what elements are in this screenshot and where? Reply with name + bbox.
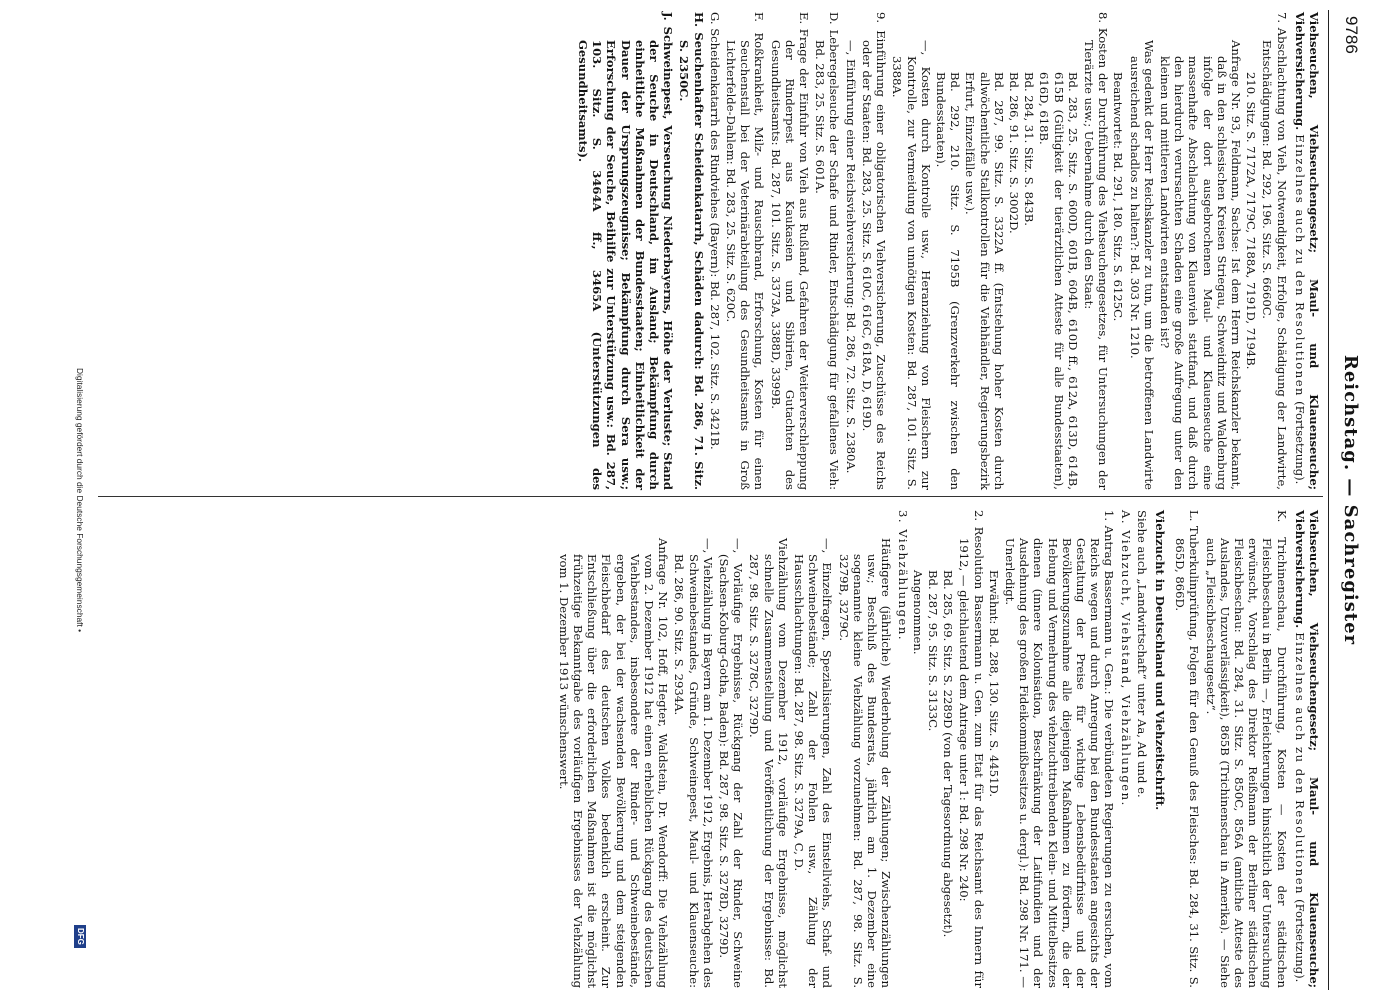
dfg-logo: DFG	[74, 925, 86, 948]
index-reference: Bd. 285, 69. Sitz. S. 2289D (von der Tagesordnung abgesetzt).	[941, 570, 956, 938]
section-heading	[1293, 510, 1321, 988]
index-entry: —, Viehzählung in Bayern am 1. Dezember 1912, Ergebnis, Herabgehen des Schweinebestandes, Gründe, Schweinepest, Maul- und Klauenseuche: Bd. 286, 90. Sitz. S. 2934A.	[672, 538, 715, 988]
index-entry: 8. Kosten der Durchführung des Viehseuchengesetzes, für Untersuchungen der Tierärzte usw.; Uebernahme durch den Staat:	[1081, 12, 1111, 490]
index-entry: D. Leberegelseuche der Schafe und Rinder, Entschädigung für gefallenes Vieh: Bd. 283, 25. Sitz. S. 601A.	[813, 12, 842, 490]
index-entry: E. Frage der Einfuhr von Vieh aus Rußland, Gefahren der Weiterverschleppung der Rinderpest aus Kaukasien und Sibirien, Gutachten des Gesundheitsamts: Bd. 287, 101. Sitz. S. 3373A, 3388D, 3399B.	[768, 12, 812, 490]
digitization-credit: Digitalisierung gefördert durch die Deutsche Forschungsgemeinschaft •	[75, 367, 85, 633]
right-column	[555, 510, 1321, 988]
heading-see-also: Einzelnes auch zu den Resolutionen	[1292, 134, 1307, 398]
index-entry: 2. Resolution Bassermann u. Gen. zum Etat für das Reichsamt des Innern für 1912, — gleichlautend dem Antrage unter 1: Bd. 298 Nr. 240:	[957, 510, 986, 988]
heading-see-also: Einzelnes auch zu den Resolutionen	[1292, 632, 1307, 896]
index-reference: Bd. 287, 95. Sitz. S. 3133C.	[925, 570, 940, 732]
index-entry: G. Scheidenkatarrh des Rindviehes (Bayern): Bd. 287, 102. Sitz. S. 3421B.	[707, 12, 722, 450]
running-head	[1327, 0, 1365, 1000]
index-entry: Anfrage Nr. 102, Hoff, Hegter, Waldstein, Dr. Wendorff: Die Viehzählung vom 2. Dezember 1912 hat einen erheblichen Rückgang des deutschen Viehbestandes, insbesondere der Rinder- und Schweinebestände, ergeben, der bei der wachsenden Bevölkerung und dem steigenden Fleischbedarf des deutschen Volkes bedenklich erscheint. Zur Entschließung über die erforderlichen Maßnahmen ist die möglichst frühzeitige Bekanntgabe des vorläufigen Ergebnisses der Viehzählung vom 1. Dezember 1913 wünschenswert.	[556, 538, 671, 988]
section-title: Viehzucht in Deutschland und Viehzeitschrift.	[1152, 510, 1167, 811]
index-reference: Beantwortet: Bd. 291, 180. Sitz. S. 6125C.	[1111, 72, 1126, 322]
index-entry: —, Einzelfragen, Spezialisierungen, Zahl des Einstellviehs, Schaf- und Schweinebestände; Zahl der Fohlen usw., Zählung der Hausschlachtungen: Bd. 287, 98. Sitz. S. 3279A, C, D.	[792, 538, 835, 988]
index-entry: F. Roßkrankheit, Milz- und Rauschbrand, Erforschung, Kosten für einen Seuchenstall bei der Veterinärabteilung des Gesundheitsamts in Groß Lichterfelde-Dahlem: Bd. 283, 25. Sitz. S. 620C.	[724, 12, 767, 490]
index-entry: 3. Viehzählungen.	[895, 510, 910, 642]
index-entry: 1. Antrag Bassermann u. Gen.: Die verbündeten Regierungen zu ersuchen, vom Reichs wegen und durch Anregung bei den Bundesstaaten angesichts der Gestaltung der Preise für wichtige Lebensbedürfnisse und der Bevölkerungszunahme alle diejenigen Maßnahmen zu fördern, die der Hebung und Vermehrung des viehzuchttreibenden Klein- und Mittelbesitzes dienen (innere Kolonisation, Beschränkung der Latifundien und der Ausdehnung des großen Fideikommißbesitzes u. dergl.): Bd. 298 Nr. 171. — Unerledigt.	[1002, 510, 1117, 988]
index-entry: —, Einführung einer Reichsviehversicherung: Bd. 286, 72. Sitz. S. 2380A.	[843, 40, 858, 474]
index-reference: Bd. 292, 210. Sitz. S. 7195B (Grenzverkehr zwischen den Bundesstaaten).	[933, 72, 963, 490]
running-title: Reichstag. — Sachregister	[1340, 354, 1361, 646]
index-entry: 9. Einführung einer obligatorischen Viehversicherung, Zuschüsse des Reichs oder der Staaten: Bd. 283, 25. Sitz. S. 610C, 616C, 618A, D, 619D.	[859, 12, 889, 490]
index-reference: Erwähnt: Bd. 288, 130. Sitz. S. 4451D.	[986, 570, 1001, 798]
index-entry: Häufigere (jährliche) Wiederholung der Zählungen; Zwischenzählungen usw.; Beschluß des Bundesrats, jährlich am 1. Dezember eine sogenannte kleine Viehzählung vorzunehmen: Bd. 287, 98. Sitz. S. 3279B, 3279C.	[836, 538, 894, 988]
page-number: 9786	[1342, 16, 1361, 54]
section-heading	[1293, 12, 1321, 490]
rotated-page	[58, 0, 1383, 1000]
subsection-title: A. Viehzucht, Viehstand, Viehzählungen.	[1118, 510, 1133, 807]
index-entry: —, Vorläufige Ergebnisse, Rückgang der Zahl der Rinder, Schweine (Sachsen-Koburg-Gotha, Baden): Bd. 287, 98. Sitz. S. 3278D, 3279D.	[717, 538, 746, 988]
index-entry: H. Seuchenhafter Scheidenkatarrh, Schäden dadurch: Bd. 286, 71. Sitz. S. 2350C.	[677, 12, 706, 490]
index-reference: Bd. 286, 91. Sitz. S. 3002D.	[1006, 72, 1021, 234]
index-reference: Bd. 287, 99. Sitz. S. 3322A ff. (Entstehung hoher Kosten durch allwöchentliche Stallkontrollen für die Viehhändler, Regierungsbezirk Erfurt, Einzelfälle usw.).	[963, 72, 1006, 490]
index-entry: K. Trichinenschau, Durchführung, Kosten — Kosten der städtischen Fleischbeschau in Berlin —, Erleichterungen hinsichtlich der Untersuchung erwünscht, Vorschlag des Direktor Reißmann der Berliner städtischen Fleischbeschau: Bd. 284, 31. Sitz. S. 850C, 856A (amtliche Atteste des Auslandes, Unzuverlässigkeit), 865B (Trichinenschau in Amerika). — Siehe auch „Fleischbeschaugesetz“.	[1203, 510, 1289, 988]
index-entry: J. Schweinepest, Verseuchung Niederbayerns, Höhe der Verluste; Stand der Seuche in Deutschland, im Ausland; Bekämpfung durch einheitliche Maßnahmen der Bundesstaaten; Einheitlichkeit der Dauer der Ursprungszeugnisse; Bekämpfung durch Sera usw.; Erforschung der Seuche, Beihilfe zur Unterstützung usw.: Bd. 287, 103. Sitz. S. 3464A ff., 3465A (Unterstützungen des Gesundheitsamts).	[576, 12, 676, 490]
index-entry: L. Tuberkulinprüfung, Folgen für den Genuß des Fleisches: Bd. 284, 31. Sitz. S. 865D, 866D.	[1173, 510, 1202, 988]
heading-title: Viehseuchen, Viehseuchengesetz; Maul- und Klauenseuche; Viehversicherung.	[1292, 510, 1321, 988]
heading-continued: (Fortsetzung).	[1292, 401, 1307, 485]
index-entry: Viehzählung vom Dezember 1912, vorläufige Ergebnisse, möglichst schnelle Zusammenstellung und Veröffentlichung der Ergebnisse: Bd. 287, 98. Sitz. S. 3278C, 3279D.	[747, 538, 790, 988]
section-heading	[1153, 510, 1167, 988]
heading-title: Viehseuchen, Viehseuchengesetz; Maul- und Klauenseuche; Viehversicherung.	[1292, 12, 1321, 490]
index-entry: 7. Abschlachtung von Vieh, Notwendigkeit, Erfolge, Schädigung der Landwirte, Entschädigungen: Bd. 292, 196. Sitz. S. 6660C.	[1260, 12, 1289, 490]
index-entry: —, Kosten durch Kontrolle usw., Heranziehung von Fleischern zur Kontrolle, zur Vermeidung von unnötigen Kosten: Bd. 287, 101. Sitz. S. 3388A.	[890, 40, 933, 490]
see-also-note: Siehe auch „Landwirtschaft“ unter Aa, Ad und e.	[1134, 510, 1149, 798]
column-divider	[98, 496, 1323, 497]
index-entry: Anfrage Nr. 93, Feldmann, Sachse: Ist dem Herrn Reichskanzler bekannt, daß in den schlesischen Kreisen Striegau, Schweidnitz und Waldenburg infolge der dort ausgebrochenen Maul- und Klauenseuche eine massenhafte Abschlachtung von Klauenvieh stattfand, und daß durch den hierdurch verursachten Schaden eine große Aufregung unter den kleinen und mittleren Landwirten entstanden ist?	[1157, 40, 1243, 490]
heading-continued: (Fortsetzung).	[1292, 899, 1307, 983]
index-reference: 210. Sitz. S. 7172A, 7179C, 7188A, 7191D, 7194B.	[1244, 72, 1259, 370]
index-entry: Was gedenkt der Herr Reichskanzler zu tun, um die betroffenen Landwirte ausreichend schadlos zu halten?: Bd. 303 Nr. 1210.	[1127, 40, 1156, 490]
header-rule	[1328, 10, 1329, 990]
index-reference: Angenommen.	[910, 570, 925, 655]
left-column	[574, 12, 1321, 490]
index-reference: Bd. 284, 31. Sitz. S. 843B.	[1022, 72, 1037, 226]
index-reference: Bd. 283, 25. Sitz. S. 600D, 601B, 604B, 610D ff., 612A, 613D, 614B, 615B (Gültigkeit der tierärztlichen Atteste für alle Bundesstaaten), 616D, 618B.	[1037, 72, 1080, 490]
